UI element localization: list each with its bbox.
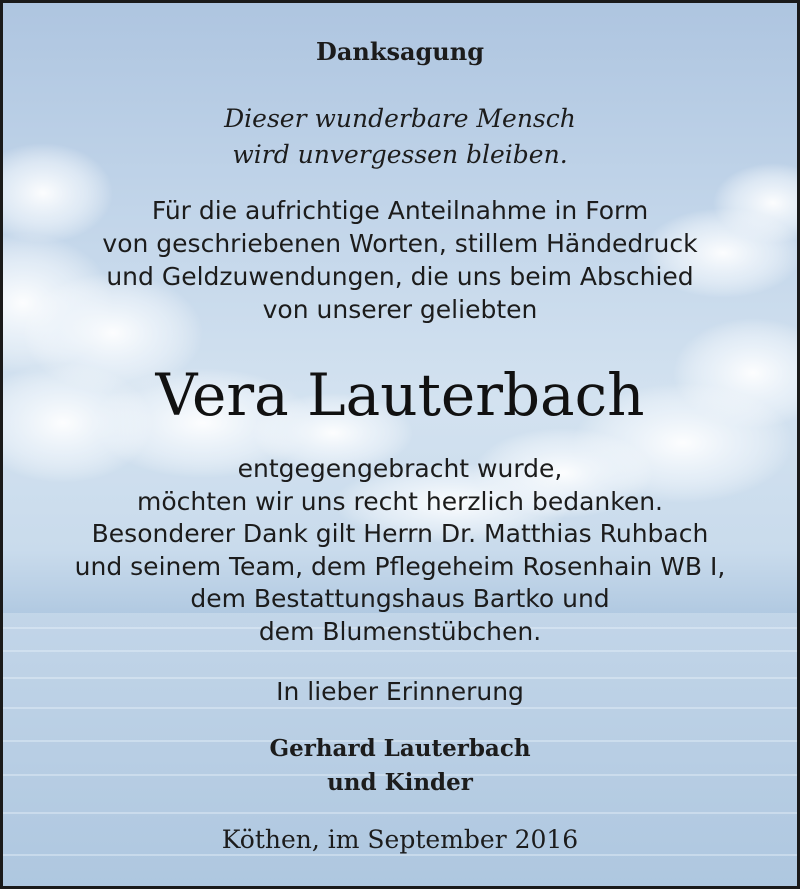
motto: [3, 101, 797, 173]
motto-line: Dieser wunderbare Mensch: [224, 104, 576, 133]
place-date: Köthen, im September 2016: [221, 825, 579, 854]
body-line: und seinem Team, dem Pflegeheim Rosenhain WB I,: [74, 551, 726, 581]
closing-phrase: In lieber Erinnerung: [276, 677, 524, 706]
body-text: [3, 453, 797, 648]
deceased-name: Vera Lauterbach: [155, 361, 645, 429]
body-line: Besonderer Dank gilt Herrn Dr. Matthias Ruhbach: [91, 519, 709, 548]
intro-text: [3, 194, 797, 326]
body-line: dem Bestattungshaus Bartko und: [190, 584, 610, 613]
signer-line: und Kinder: [327, 769, 473, 796]
motto-line: wird unvergessen bleiben.: [232, 140, 568, 169]
heading: Danksagung: [316, 37, 484, 66]
body-line: dem Blumenstübchen.: [258, 616, 542, 646]
intro-line: Für die aufrichtige Anteilnahme in Form: [151, 196, 649, 225]
body-line: entgegengebracht wurde,: [237, 454, 563, 483]
signer-line: Gerhard Lauterbach: [269, 735, 531, 762]
intro-line: von geschriebenen Worten, stillem Händedruck: [102, 229, 698, 258]
signers: [3, 732, 797, 800]
intro-line: von unserer geliebten: [262, 295, 538, 324]
intro-line: und Geldzuwendungen, die uns beim Abschied: [106, 262, 694, 291]
body-line: möchten wir uns recht herzlich bedanken.: [136, 486, 664, 516]
